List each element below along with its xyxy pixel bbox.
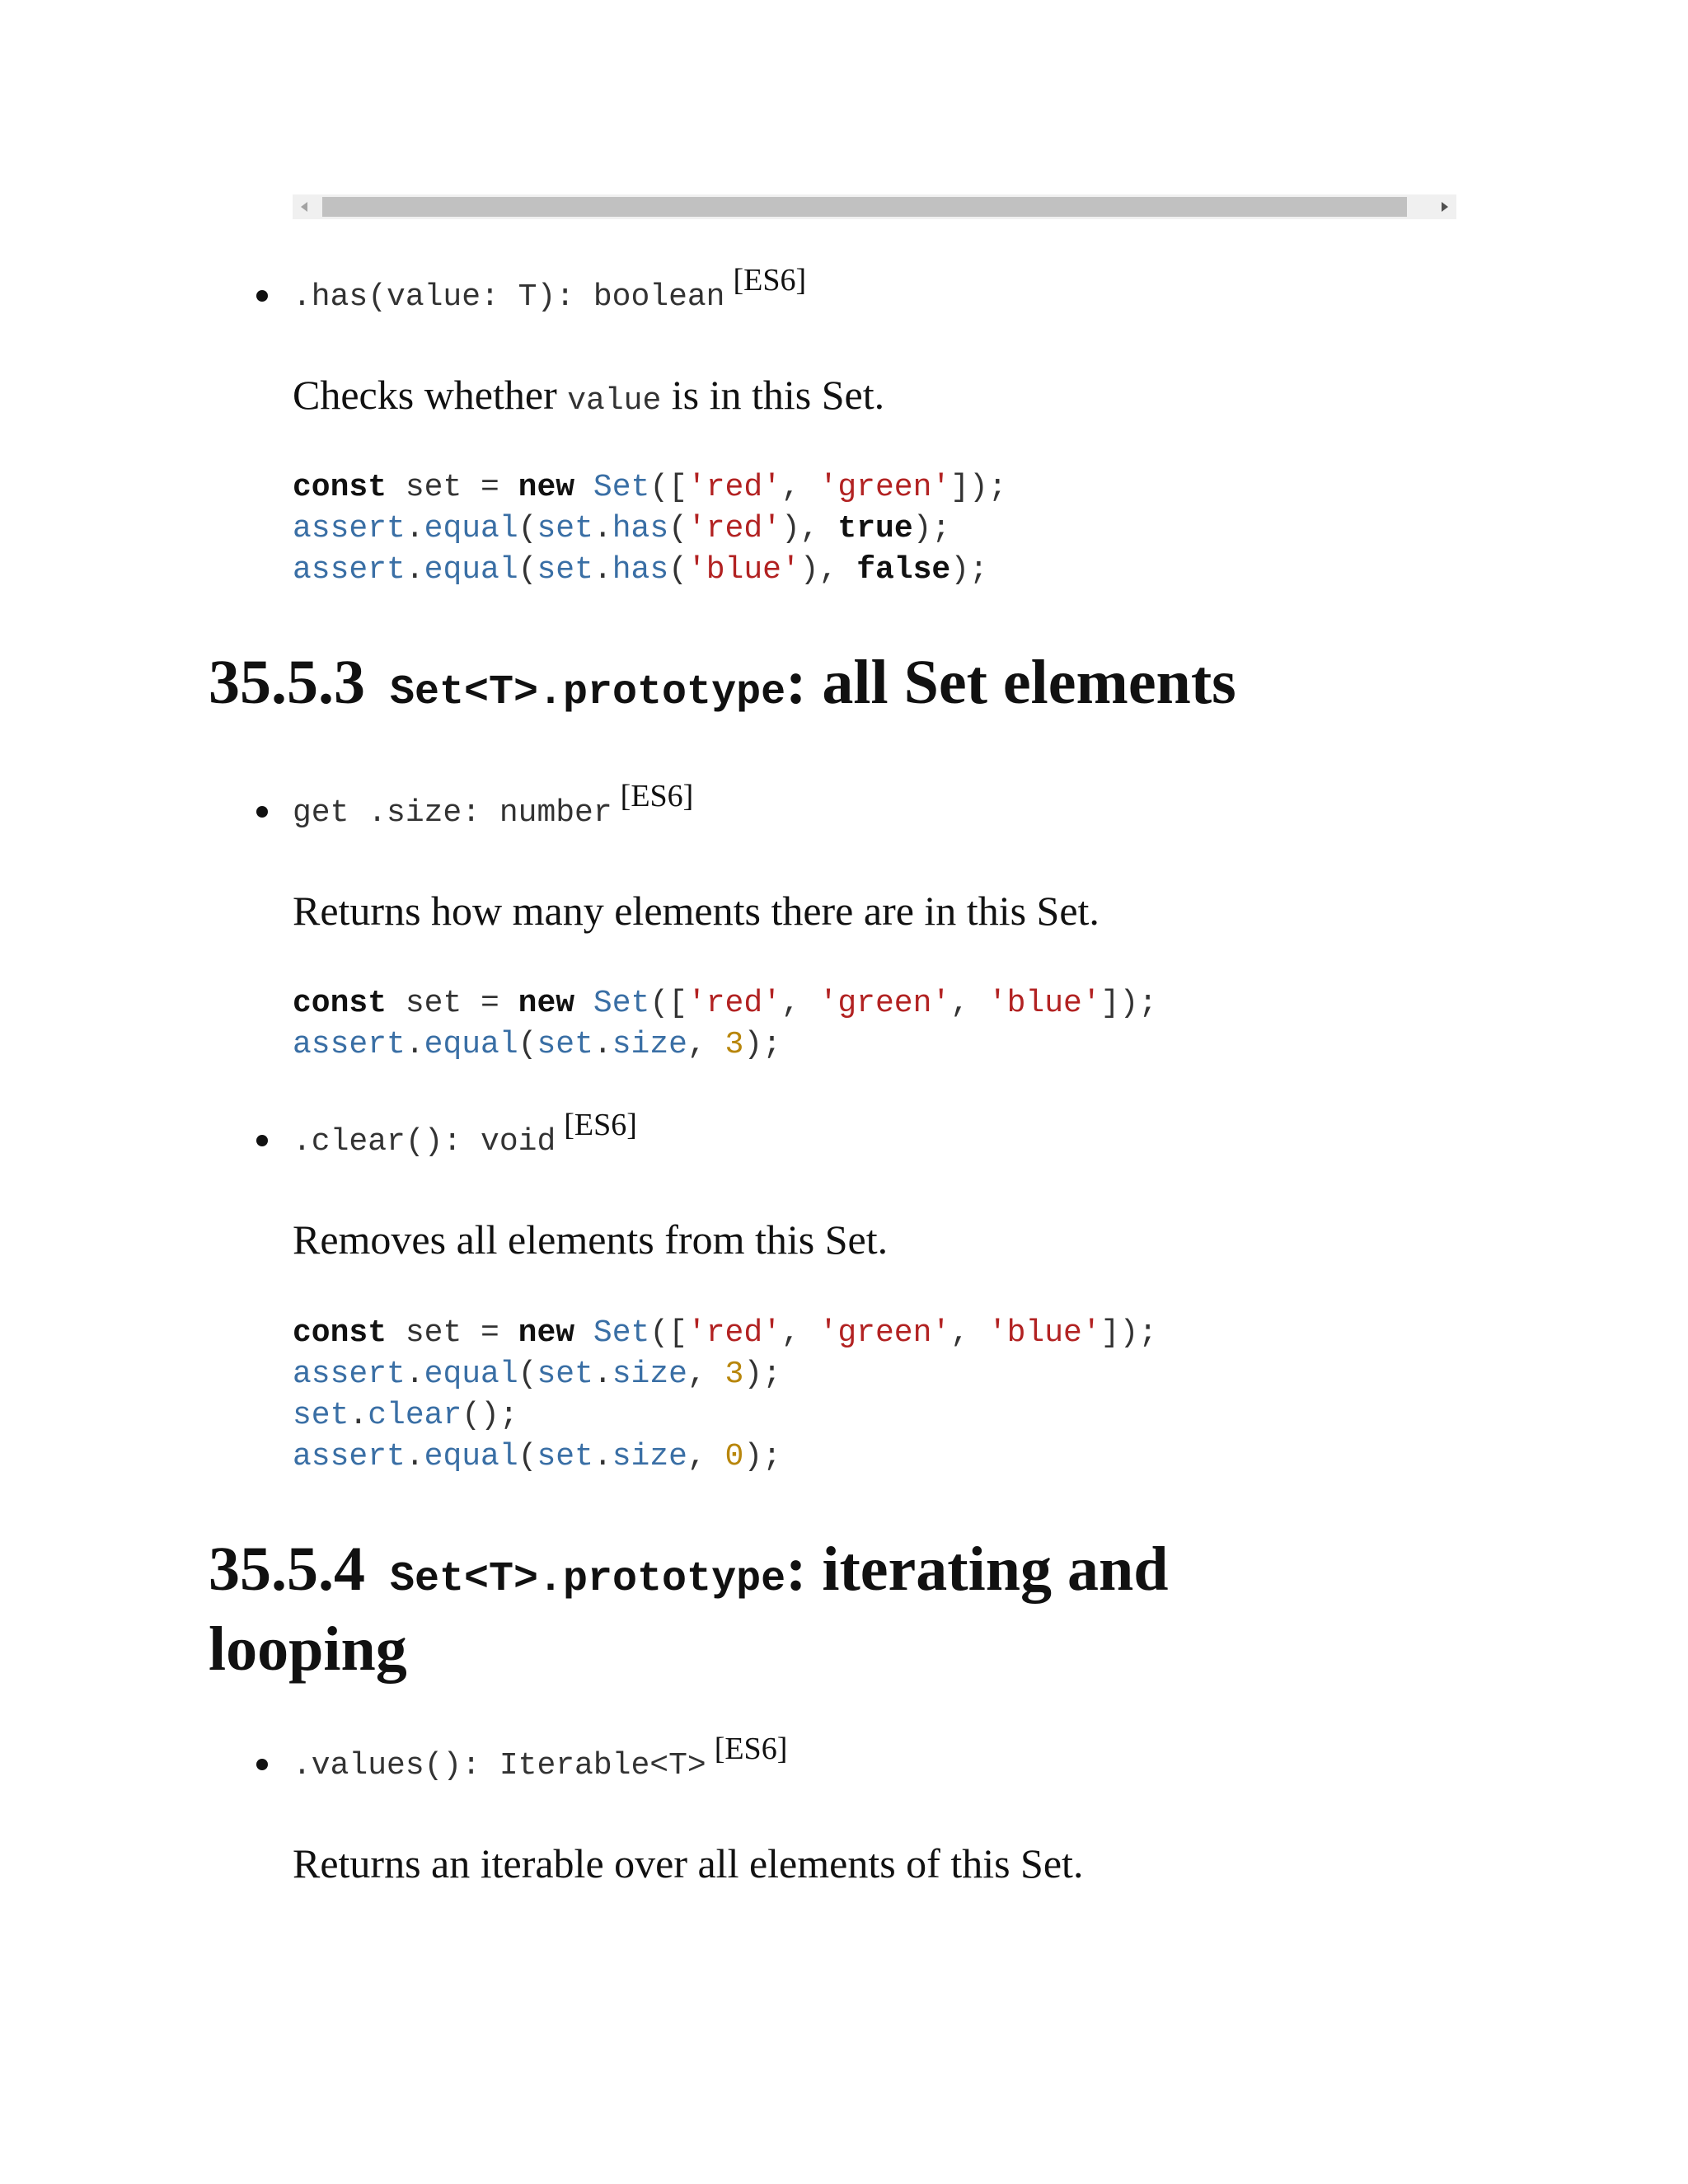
method-description: Removes all elements from this Set. xyxy=(293,1216,889,1263)
punctuation-token xyxy=(574,986,593,1021)
identifier-token: equal xyxy=(424,511,518,546)
identifier-token: equal xyxy=(424,1439,518,1474)
punctuation-token: ([ xyxy=(649,1315,687,1351)
scrollbar-thumb[interactable] xyxy=(322,197,1407,217)
identifier-token: set xyxy=(537,1357,593,1392)
identifier-token: set xyxy=(537,1439,593,1474)
punctuation-token: . xyxy=(405,1439,424,1474)
punctuation-token: ( xyxy=(668,552,687,588)
keyword-token: new xyxy=(518,1315,575,1351)
method-signature: get .size: number xyxy=(293,795,612,831)
punctuation-token: ]); xyxy=(1100,986,1158,1021)
identifier-token: equal xyxy=(424,552,518,588)
punctuation-token: ]); xyxy=(1100,1315,1158,1351)
section-number: 35.5.3 xyxy=(209,648,365,717)
punctuation-token: , xyxy=(950,986,988,1021)
punctuation-token: ( xyxy=(518,1027,537,1062)
punctuation-token: ]); xyxy=(950,470,1007,505)
method-description: Returns an iterable over all elements of this Set. xyxy=(293,1840,1084,1886)
punctuation-token: . xyxy=(593,511,612,546)
bullet-icon xyxy=(256,806,268,818)
es-version-tag: [ES6] xyxy=(733,263,807,298)
punctuation-token: . xyxy=(593,1439,612,1474)
punctuation-token: ); xyxy=(743,1027,781,1062)
punctuation-token: set = xyxy=(387,1315,518,1351)
string-token: 'blue' xyxy=(687,552,800,588)
code-line xyxy=(293,983,1157,1024)
code-line xyxy=(293,1436,1157,1478)
string-token: 'blue' xyxy=(987,1315,1101,1351)
identifier-token: size xyxy=(612,1357,687,1392)
identifier-token: assert xyxy=(293,1439,406,1474)
identifier-token: equal xyxy=(424,1357,518,1392)
heading-text-line2: looping xyxy=(209,1615,407,1684)
string-token: 'red' xyxy=(687,470,781,505)
method-signature: .clear(): void xyxy=(293,1124,556,1160)
punctuation-token: ), xyxy=(799,552,857,588)
bullet-icon xyxy=(256,1135,268,1146)
identifier-token: has xyxy=(612,552,669,588)
es-version-tag: [ES6] xyxy=(714,1732,788,1766)
heading-text: : iterating and xyxy=(785,1535,1169,1604)
method-description: Checks whether value is in this Set. xyxy=(293,372,885,419)
punctuation-token: . xyxy=(593,1027,612,1062)
section-heading-35-5-4 xyxy=(209,1535,1169,1684)
punctuation-token: . xyxy=(593,1357,612,1392)
identifier-token: set xyxy=(537,511,593,546)
string-token: 'green' xyxy=(818,986,951,1021)
punctuation-token: set = xyxy=(387,986,518,1021)
code-block xyxy=(293,467,1007,591)
keyword-token: new xyxy=(518,470,575,505)
identifier-token: size xyxy=(612,1027,687,1062)
punctuation-token: , xyxy=(687,1357,725,1392)
heading-code: Set<T>.prototype xyxy=(390,1556,786,1603)
identifier-token: has xyxy=(612,511,669,546)
scroll-left-arrow-icon[interactable] xyxy=(293,194,316,219)
horizontal-scrollbar[interactable] xyxy=(293,194,1456,219)
punctuation-token: . xyxy=(405,1357,424,1392)
punctuation-token xyxy=(574,1315,593,1351)
method-description: Returns how many elements there are in this Set. xyxy=(293,888,1100,934)
identifier-token: equal xyxy=(424,1027,518,1062)
bullet-icon xyxy=(256,1759,268,1770)
punctuation-token: , xyxy=(950,1315,988,1351)
code-line xyxy=(293,1313,1157,1354)
keyword-token: const xyxy=(293,470,387,505)
string-token: 'red' xyxy=(687,511,781,546)
identifier-token: set xyxy=(293,1398,349,1433)
punctuation-token: , xyxy=(781,1315,819,1351)
string-token: 'blue' xyxy=(987,986,1101,1021)
code-line xyxy=(293,509,1007,550)
api-item-size xyxy=(293,779,694,831)
number-token: 3 xyxy=(724,1027,744,1062)
keyword-token: const xyxy=(293,986,387,1021)
string-token: 'green' xyxy=(818,1315,951,1351)
punctuation-token: ( xyxy=(518,511,537,546)
code-block xyxy=(293,1313,1157,1478)
heading-code: Set<T>.prototype xyxy=(390,669,786,716)
punctuation-token: , xyxy=(687,1439,725,1474)
code-line xyxy=(293,1354,1157,1395)
bullet-icon xyxy=(256,290,268,302)
punctuation-token: . xyxy=(349,1398,368,1433)
string-token: 'green' xyxy=(818,470,951,505)
identifier-token: assert xyxy=(293,552,406,588)
punctuation-token: ); xyxy=(743,1439,781,1474)
string-token: 'red' xyxy=(687,1315,781,1351)
punctuation-token: , xyxy=(687,1027,725,1062)
scroll-right-arrow-icon[interactable] xyxy=(1433,194,1456,219)
identifier-token: Set xyxy=(593,1315,650,1351)
punctuation-token: . xyxy=(405,511,424,546)
identifier-token: Set xyxy=(593,470,650,505)
string-token: 'red' xyxy=(687,986,781,1021)
code-line xyxy=(293,550,1007,591)
identifier-token: size xyxy=(612,1439,687,1474)
punctuation-token: , xyxy=(781,470,819,505)
identifier-token: assert xyxy=(293,511,406,546)
keyword-token: const xyxy=(293,1315,387,1351)
punctuation-token: ); xyxy=(912,511,951,546)
api-item-values xyxy=(293,1732,788,1783)
punctuation-token: , xyxy=(781,986,819,1021)
method-signature: .values(): Iterable<T> xyxy=(293,1748,706,1783)
code-line xyxy=(293,1024,1157,1066)
code-line xyxy=(293,467,1007,509)
identifier-token: Set xyxy=(593,986,650,1021)
punctuation-token: ( xyxy=(518,1357,537,1392)
api-item-clear xyxy=(293,1108,637,1160)
punctuation-token: ([ xyxy=(649,986,687,1021)
punctuation-token: ); xyxy=(743,1357,781,1392)
identifier-token: assert xyxy=(293,1357,406,1392)
punctuation-token: ( xyxy=(668,511,687,546)
heading-text: : all Set elements xyxy=(785,648,1236,717)
punctuation-token: ), xyxy=(781,511,838,546)
code-line xyxy=(293,1395,1157,1436)
number-token: 0 xyxy=(724,1439,744,1474)
punctuation-token: (); xyxy=(462,1398,518,1433)
punctuation-token: . xyxy=(593,552,612,588)
punctuation-token: ([ xyxy=(649,470,687,505)
punctuation-token: . xyxy=(405,1027,424,1062)
code-block xyxy=(293,983,1157,1066)
punctuation-token: ); xyxy=(950,552,988,588)
punctuation-token: ( xyxy=(518,1439,537,1474)
number-token: 3 xyxy=(724,1357,744,1392)
method-signature: .has(value: T): boolean xyxy=(293,279,725,315)
identifier-token: clear xyxy=(368,1398,462,1433)
section-heading-35-5-3 xyxy=(209,648,1236,728)
api-item-has xyxy=(293,263,807,315)
es-version-tag: [ES6] xyxy=(564,1108,637,1142)
identifier-token: set xyxy=(537,552,593,588)
punctuation-token: ( xyxy=(518,552,537,588)
keyword-token: new xyxy=(518,986,575,1021)
keyword-token: false xyxy=(856,552,951,588)
punctuation-token: set = xyxy=(387,470,518,505)
keyword-token: true xyxy=(837,511,913,546)
section-number: 35.5.4 xyxy=(209,1535,365,1604)
punctuation-token xyxy=(574,470,593,505)
punctuation-token: . xyxy=(405,552,424,588)
inline-code: value xyxy=(567,383,662,419)
identifier-token: assert xyxy=(293,1027,406,1062)
identifier-token: set xyxy=(537,1027,593,1062)
es-version-tag: [ES6] xyxy=(620,779,694,813)
